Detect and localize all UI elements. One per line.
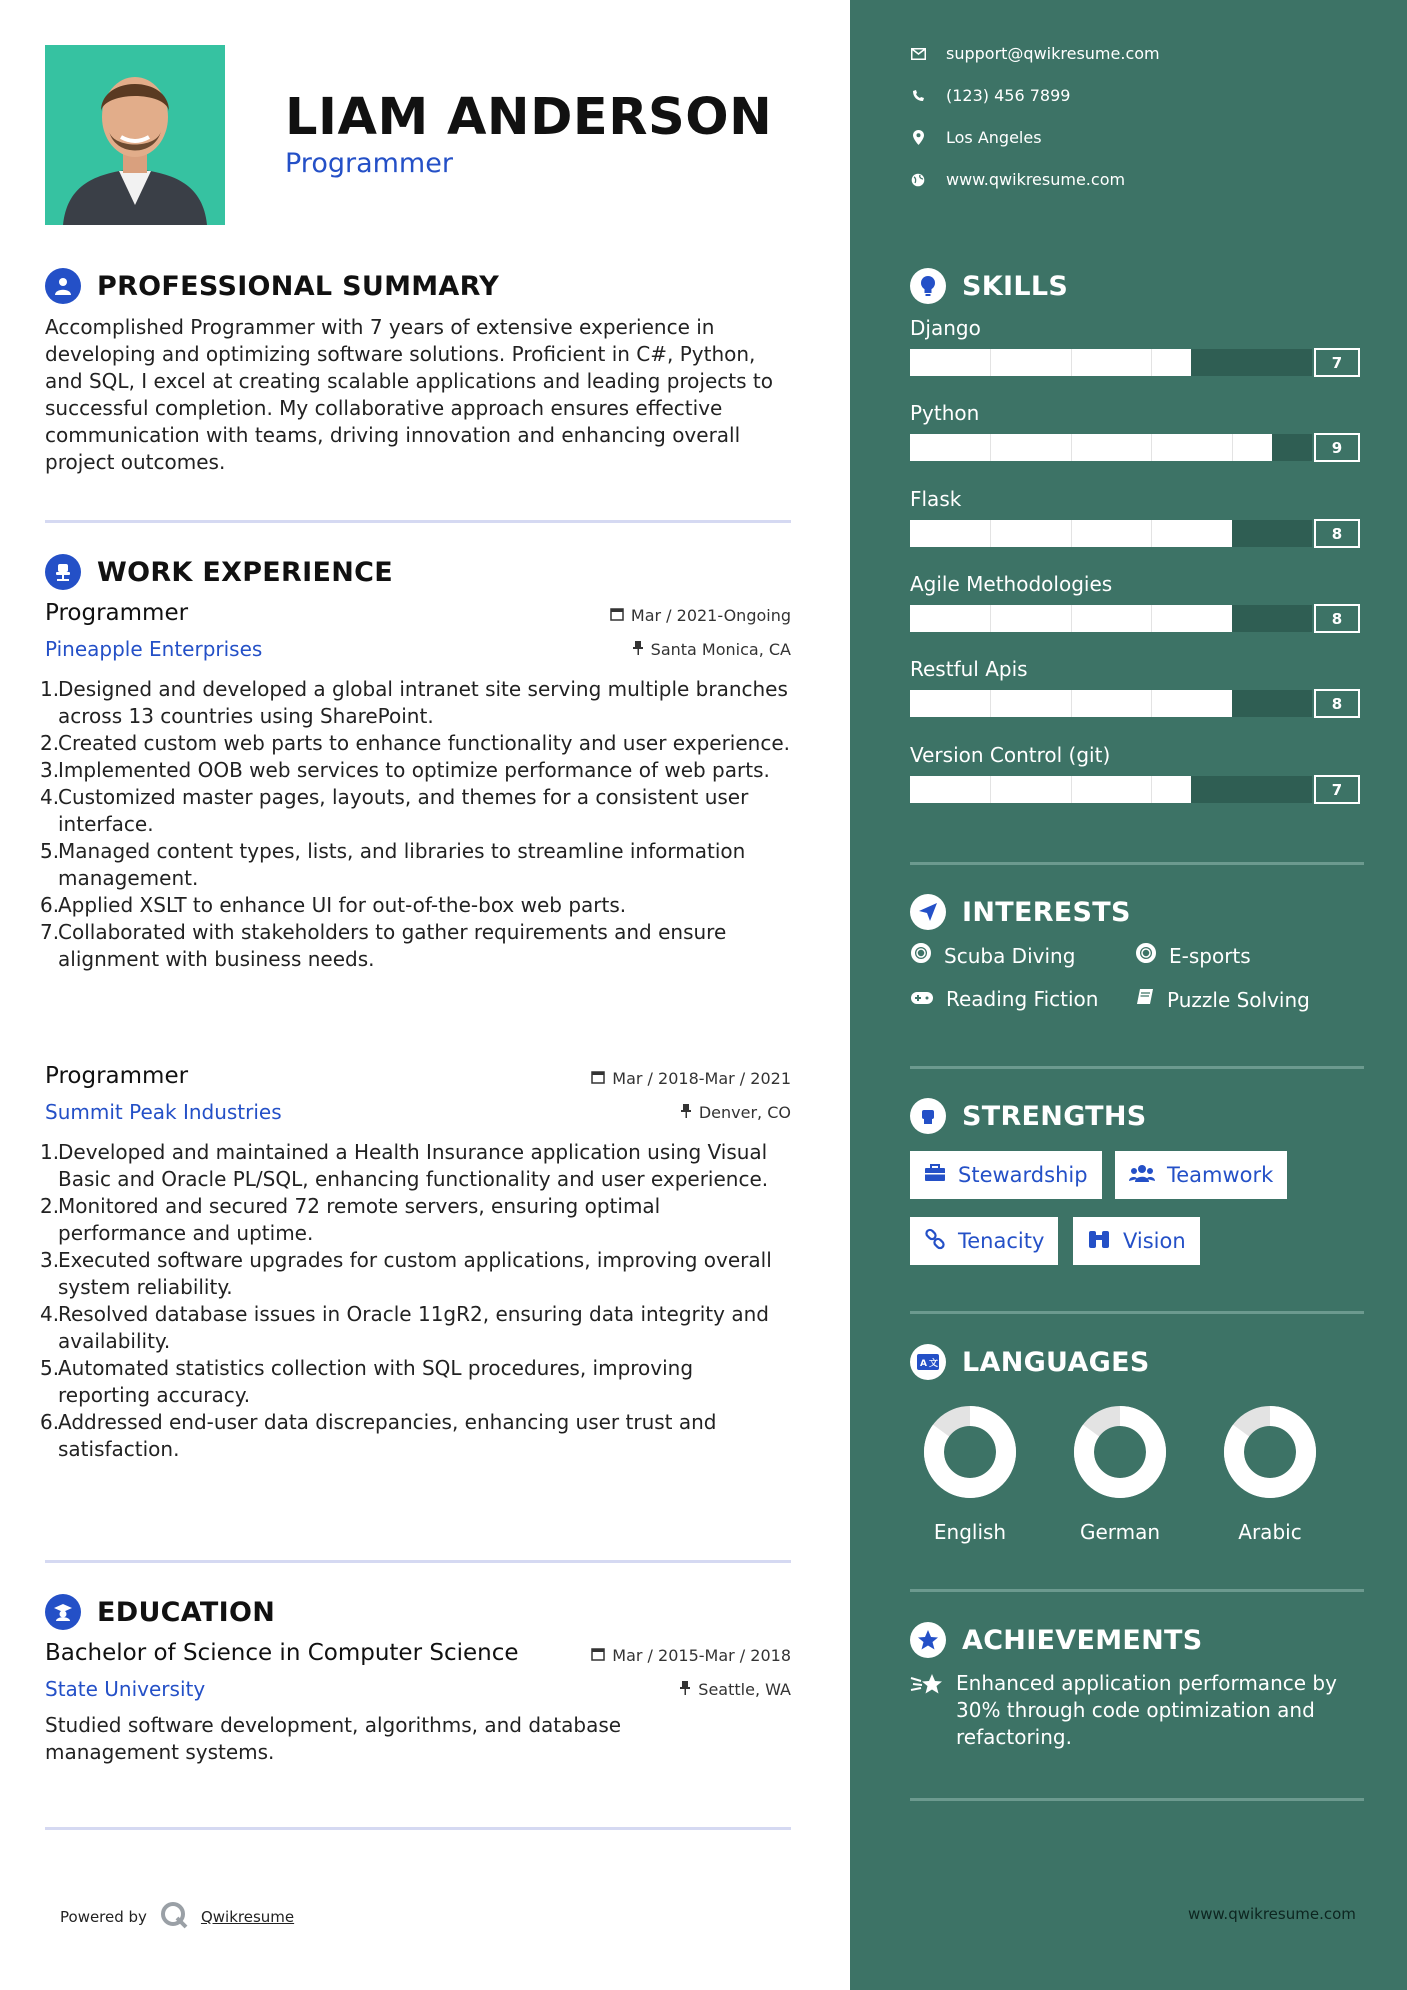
lightbulb-icon [910,268,946,304]
education-dates: Mar / 2015-Mar / 2018 [591,1646,791,1665]
list-item: 2. Created custom web parts to enhance functionality and user experience. [40,731,790,755]
user-icon [45,268,81,304]
skill-segment [1071,605,1072,632]
interest-item: E-sports [1135,942,1251,969]
list-item: 2. Monitored and secured 72 remote servers, ensuring optimal performance and uptime. [40,1194,661,1245]
section-divider [45,520,791,523]
footer-website[interactable]: www.qwikresume.com [1188,1905,1356,1923]
job-dates: Mar / 2018-Mar / 2021 [591,1069,791,1088]
language-ring [1220,1402,1320,1502]
calendar-icon [610,606,624,625]
list-item: 7. Collaborated with stakeholders to gather requirements and ensure alignment with business needs. [40,920,727,971]
skill-row [910,401,1364,461]
skills-header [910,268,1068,304]
portrait-image [45,45,225,225]
qwikresume-link[interactable]: Qwikresume [200,1908,295,1926]
book-icon [1135,987,1155,1012]
skill-segment [990,605,991,632]
job-dates: Mar / 2021-Ongoing [610,606,791,625]
language-name: German [1079,1520,1161,1544]
list-item: 5. Managed content types, lists, and libraries to streamline information management. [40,839,746,890]
section-divider [910,1311,1364,1314]
job-duties [40,676,791,973]
skill-track [910,605,1312,632]
powered-by [60,1900,294,1934]
binoculars-icon [1087,1229,1111,1254]
candidate-name: LIAM ANDERSON [285,88,773,147]
job-location: Santa Monica, CA [632,640,791,659]
section-divider [910,1589,1364,1592]
shooting-star-icon [910,1672,944,1751]
languages-header [910,1344,1150,1380]
list-item: 5. Automated statistics collection with SQL procedures, improving reporting accuracy. [40,1356,694,1407]
candidate-title: Programmer [285,148,453,179]
strengths-header [910,1098,1147,1134]
skill-track [910,776,1312,803]
gamepad-icon [910,987,934,1011]
skill-score: 9 [1314,433,1360,462]
education-entry [45,1640,791,1766]
map-marker-icon [910,130,926,145]
list-item: 6. Addressed end-user data discrepancies, enhancing user trust and satisfaction. [40,1410,717,1461]
svg-text:A: A [920,1359,927,1369]
skill-segment [990,349,991,376]
skill-track [910,690,1312,717]
skill-bar [910,690,1364,717]
briefcase-icon [924,1163,946,1187]
summary-heading: PROFESSIONAL SUMMARY [97,270,500,302]
skill-fill [910,434,1272,461]
summary-header [45,268,499,304]
language-name: English [933,1520,1007,1544]
pin-icon [680,1103,692,1122]
skill-segment [1151,349,1152,376]
degree-title: Bachelor of Science in Computer Science [45,1640,519,1666]
job-entry [40,1063,791,1463]
skill-segment [1071,690,1072,717]
calendar-icon [591,1646,605,1665]
skill-bar [910,434,1364,461]
section-divider [910,1798,1364,1801]
job-company: Summit Peak Industries [45,1100,282,1124]
achievement-text: Enhanced application performance by 30% through code optimization and refactoring. [956,1671,1337,1749]
skill-track [910,520,1312,547]
svg-text:文: 文 [929,1359,939,1369]
life-ring-icon [1135,942,1157,969]
education-description: Studied software development, algorithms, and database management systems. [45,1713,622,1764]
skill-segment [1232,434,1233,461]
section-divider [910,862,1364,865]
skill-name: Agile Methodologies [910,572,1113,596]
qwikresume-logo-icon [159,1900,189,1934]
skill-track [910,349,1312,376]
skill-score: 8 [1314,519,1360,548]
contact-email: support@qwikresume.com [910,44,1160,63]
skill-segment [1151,690,1152,717]
skill-score: 8 [1314,689,1360,718]
profile-photo [45,45,225,225]
job-location: Denver, CO [680,1103,791,1122]
list-item: 3. Implemented OOB web services to optimize performance of web parts. [40,758,770,782]
language-item [1070,1402,1170,1544]
education-heading: EDUCATION [97,1596,276,1628]
skill-segment [990,520,991,547]
languages-heading: LANGUAGES [962,1346,1150,1378]
skill-name: Django [910,316,981,340]
skill-name: Version Control (git) [910,743,1111,767]
language-item [920,1402,1020,1544]
skill-score: 7 [1314,775,1360,804]
fist-icon [910,1098,946,1134]
skill-score: 8 [1314,604,1360,633]
skill-score: 7 [1314,348,1360,377]
job-entry [40,600,791,973]
skill-segment [1151,605,1152,632]
education-location: Seattle, WA [679,1680,791,1699]
skill-segment [1071,349,1072,376]
graduate-icon [45,1594,81,1630]
section-divider [45,1827,791,1830]
calendar-icon [591,1069,605,1088]
experience-header [45,554,393,590]
skill-name: Restful Apis [910,657,1028,681]
experience-heading: WORK EXPERIENCE [97,556,393,588]
contact-website: www.qwikresume.com [910,170,1125,189]
list-item: 6. Applied XSLT to enhance UI for out-of-the-box web parts. [40,893,627,917]
powered-by-label: Powered by [60,1908,147,1926]
list-item: 1. Designed and developed a global intranet site serving multiple branches across 13 countries using SharePoint. [40,677,788,728]
envelope-icon [910,48,926,60]
strength-tag: Stewardship [910,1151,1102,1199]
skill-segment [1071,434,1072,461]
strength-tag: Teamwork [1115,1151,1287,1199]
link-icon [924,1228,946,1255]
skill-row [910,657,1364,717]
users-icon [1129,1163,1155,1187]
life-ring-icon [910,942,932,969]
achievement-item [910,1670,1370,1751]
job-title: Programmer [45,1063,189,1089]
skill-bar [910,605,1364,632]
language-icon [910,1344,946,1380]
skill-track [910,434,1312,461]
list-item: 4. Customized master pages, layouts, and themes for a consistent user interface. [40,785,749,836]
pin-icon [679,1680,691,1699]
skill-name: Python [910,401,980,425]
job-title: Programmer [45,600,189,626]
skill-segment [1151,520,1152,547]
paper-plane-icon [910,894,946,930]
skill-fill [910,776,1191,803]
star-icon [910,1622,946,1658]
education-header [45,1594,275,1630]
skill-segment [1071,776,1072,803]
achievements-heading: ACHIEVEMENTS [962,1624,1203,1656]
skill-segment [990,434,991,461]
interests-header [910,894,1131,930]
strength-tag: Vision [1073,1217,1200,1265]
globe-icon [910,173,926,187]
skill-segment [1151,776,1152,803]
skill-segment [990,690,991,717]
list-item: 4. Resolved database issues in Oracle 11gR2, ensuring data integrity and availability. [40,1302,769,1353]
language-name: Arabic [1238,1520,1302,1544]
section-divider [910,1066,1364,1069]
language-ring [1070,1402,1170,1502]
skill-row [910,487,1364,547]
interest-item: Puzzle Solving [1135,987,1310,1012]
language-ring [920,1402,1020,1502]
strength-tag: Tenacity [910,1217,1058,1265]
office-chair-icon [45,554,81,590]
pin-icon [632,640,644,659]
summary-text: Accomplished Programmer with 7 years of extensive experience in developing and optimizing software solutions. Proficient in C#, Python, and SQL, I excel at creating scalable applications and leading projects to successful completion. My collaborative approach ensures effective communication with teams, driving innovation and enhancing overall project outcomes. [45,315,773,474]
phone-icon [910,89,926,102]
skill-fill [910,349,1191,376]
skills-heading: SKILLS [962,270,1069,302]
skill-name: Flask [910,487,962,511]
contact-location: Los Angeles [910,128,1042,147]
skill-bar [910,776,1364,803]
skill-bar [910,520,1364,547]
interest-item: Scuba Diving [910,942,1075,969]
skill-segment [1071,520,1072,547]
list-item: 1. Developed and maintained a Health Insurance application using Visual Basic and Oracle PL/SQL, enhancing functionality and user experience. [40,1140,769,1191]
achievements-header [910,1622,1203,1658]
skill-bar [910,349,1364,376]
skill-segment [990,776,991,803]
contact-phone: (123) 456 7899 [910,86,1070,105]
skill-row [910,743,1364,803]
skill-segment [1151,434,1152,461]
job-company: Pineapple Enterprises [45,637,263,661]
skill-row [910,572,1364,632]
list-item: 3. Executed software upgrades for custom applications, improving overall system reliability. [40,1248,772,1299]
interest-item: Reading Fiction [910,987,1098,1011]
language-item [1220,1402,1320,1544]
interests-heading: INTERESTS [962,896,1131,928]
school-name: State University [45,1677,206,1701]
job-duties [40,1139,791,1463]
sidebar [850,0,1407,1990]
section-divider [45,1560,791,1563]
skill-row [910,316,1364,376]
strengths-heading: STRENGTHS [962,1100,1147,1132]
